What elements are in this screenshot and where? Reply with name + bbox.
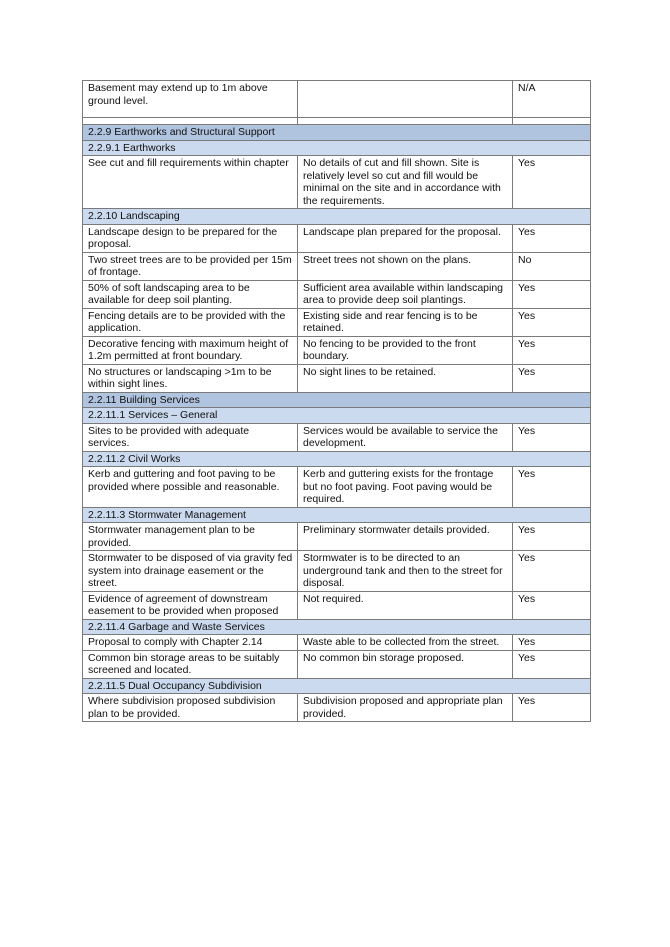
proposal-cell: Existing side and rear fencing is to be retained. [298,308,513,336]
compliance-cell: Yes [513,336,591,364]
requirement-cell: Kerb and guttering and foot paving to be provided where possible and reasonable. [83,467,298,508]
compliance-cell: Yes [513,551,591,592]
requirement-cell: No structures or landscaping >1m to be within sight lines. [83,364,298,392]
proposal-cell: Not required. [298,591,513,619]
compliance-cell: Yes [513,591,591,619]
proposal-cell: Subdivision proposed and appropriate plan provided. [298,694,513,722]
requirement-cell: Evidence of agreement of downstream easement to be provided when proposed [83,591,298,619]
section-heading: 2.2.11.4 Garbage and Waste Services [83,619,591,635]
section-heading-row [83,392,591,408]
compliance-cell: Yes [513,635,591,651]
requirement-cell: Sites to be provided with adequate services. [83,423,298,451]
table-row [83,252,591,280]
requirement-cell: Common bin storage areas to be suitably screened and located. [83,650,298,678]
table-row [83,423,591,451]
requirement-cell: Basement may extend up to 1m above ground level. [83,81,298,118]
proposal-cell: No fencing to be provided to the front boundary. [298,336,513,364]
table-row [83,224,591,252]
table-row [83,364,591,392]
table-row [83,467,591,508]
requirement-cell: 50% of soft landscaping area to be available for deep soil planting. [83,280,298,308]
section-heading: 2.2.11.1 Services – General [83,408,591,424]
table-row [83,156,591,209]
section-heading: 2.2.11.2 Civil Works [83,451,591,467]
compliance-cell: Yes [513,467,591,508]
requirement-cell: Proposal to comply with Chapter 2.14 [83,635,298,651]
requirement-cell: Where subdivision proposed subdivision plan to be provided. [83,694,298,722]
section-heading-row [83,125,591,141]
section-heading: 2.2.11.3 Stormwater Management [83,507,591,523]
spacer-cell [83,118,298,125]
compliance-cell: Yes [513,308,591,336]
proposal-cell: Stormwater is to be directed to an underground tank and then to the street for disposal. [298,551,513,592]
table-row [83,551,591,592]
table-row [83,81,591,118]
compliance-cell: Yes [513,423,591,451]
subsection-heading-row [83,209,591,225]
requirement-cell: Stormwater management plan to be provided. [83,523,298,551]
proposal-cell: No details of cut and fill shown. Site is relatively level so cut and fill would be minimal on the site and in accordance with the requirements. [298,156,513,209]
spacer-cell [513,118,591,125]
subsection-heading-row [83,451,591,467]
proposal-cell: No sight lines to be retained. [298,364,513,392]
requirement-cell: Fencing details are to be provided with the application. [83,308,298,336]
compliance-cell: Yes [513,650,591,678]
compliance-cell: N/A [513,81,591,118]
proposal-cell: Sufficient area available within landscaping area to provide deep soil plantings. [298,280,513,308]
compliance-table [82,80,591,722]
table-row [83,635,591,651]
proposal-cell [298,81,513,118]
proposal-cell: Kerb and guttering exists for the frontage but no foot paving. Foot paving would be required. [298,467,513,508]
subsection-heading-row [83,619,591,635]
proposal-cell: Street trees not shown on the plans. [298,252,513,280]
table-row [83,308,591,336]
compliance-cell: Yes [513,523,591,551]
table-row [83,591,591,619]
requirement-cell: Two street trees are to be provided per 15m of frontage. [83,252,298,280]
section-heading: 2.2.9 Earthworks and Structural Support [83,125,591,141]
proposal-cell: No common bin storage proposed. [298,650,513,678]
requirement-cell: See cut and fill requirements within chapter [83,156,298,209]
compliance-cell: Yes [513,694,591,722]
proposal-cell: Waste able to be collected from the street. [298,635,513,651]
proposal-cell: Landscape plan prepared for the proposal. [298,224,513,252]
compliance-cell: Yes [513,156,591,209]
section-heading: 2.2.10 Landscaping [83,209,591,225]
section-heading: 2.2.9.1 Earthworks [83,140,591,156]
requirement-cell: Stormwater to be disposed of via gravity fed system into drainage easement or the street. [83,551,298,592]
compliance-table-body [83,81,591,722]
proposal-cell: Preliminary stormwater details provided. [298,523,513,551]
table-row [83,650,591,678]
table-row [83,694,591,722]
table-row [83,523,591,551]
compliance-cell: Yes [513,280,591,308]
subsection-heading-row [83,408,591,424]
subsection-heading-row [83,678,591,694]
table-row [83,280,591,308]
spacer-cell [298,118,513,125]
requirement-cell: Landscape design to be prepared for the proposal. [83,224,298,252]
section-heading: 2.2.11 Building Services [83,392,591,408]
subsection-heading-row [83,140,591,156]
requirement-cell: Decorative fencing with maximum height of 1.2m permitted at front boundary. [83,336,298,364]
compliance-cell: Yes [513,364,591,392]
spacer-row [83,118,591,125]
compliance-cell: Yes [513,224,591,252]
compliance-cell: No [513,252,591,280]
proposal-cell: Services would be available to service the development. [298,423,513,451]
section-heading: 2.2.11.5 Dual Occupancy Subdivision [83,678,591,694]
subsection-heading-row [83,507,591,523]
table-row [83,336,591,364]
